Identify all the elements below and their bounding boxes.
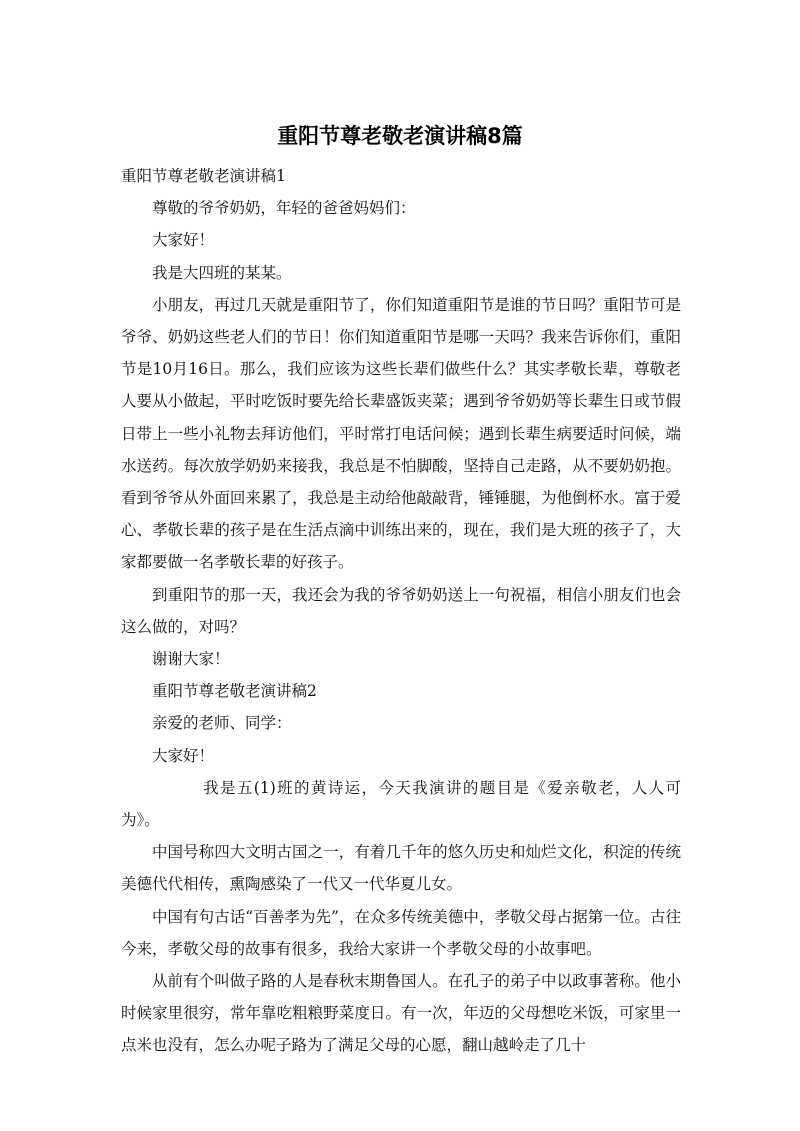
self-introduction: 我是大四班的某某。: [152, 263, 292, 282]
salutation: 尊敬的爷爷奶奶，年轻的爸爸妈妈们：: [152, 199, 416, 218]
greeting: 大家好！: [152, 746, 215, 765]
closing-thanks: 谢谢大家！: [152, 650, 230, 669]
salutation: 亲爱的老师、同学：: [152, 714, 292, 733]
body-paragraph: 小朋友，再过几天就是重阳节了，你们知道重阳节是谁的节日吗？重阳节可是爷爷、奶奶这些老人们的节日！你们知道重阳节是哪一天吗？我来告诉你们，重阳节是10月16日。那么，我们应该为这些长辈们做些什么？其实孝敬长辈，尊敬老人要从小做起，平时吃饭时要先给长辈盛饭夹菜；遇到爷爷奶奶等长辈生日或节假日带上一些小礼物去拜访他们，平时常打电话问候；遇到长辈生病要适时问候，端水送药。每次放学奶奶来接我，我总是不怕脚酸，坚持自己走路，从不要奶奶抱。看到爷爷从外面回来累了，我总是主动给他敲敲背，锤锤腿，为他倒杯水。富于爱心、孝敬长辈的孩子是在生活点滴中训练出来的，现在，我们是大班的孩子了，大家都要做一名孝敬长辈的好孩子。: [121, 295, 681, 572]
section-heading-2: 重阳节尊老敬老演讲稿2: [152, 682, 317, 701]
greeting: 大家好！: [152, 231, 215, 250]
body-paragraph: 到重阳节的那一天，我还会为我的爷爷奶奶送上一句祝福，相信小朋友们也会这么做的，对吗？: [121, 585, 681, 636]
self-introduction: 我是五(1)班的黄诗运，今天我演讲的题目是《爱亲敬老，人人可为》。: [121, 778, 681, 830]
document-title: 重阳节尊老敬老演讲稿8篇: [277, 124, 523, 148]
body-paragraph: 中国有句古话“百善孝为先”，在众多传统美德中，孝敬父母占据第一位。古往今来，孝敬父母的故事有很多，我给大家讲一个孝敬父母的小故事吧。: [121, 907, 681, 958]
document-body: [121, 160, 681, 1062]
body-paragraph: 从前有个叫做子路的人是春秋末期鲁国人。在孔子的弟子中以政事著称。他小时候家里很穷，常年靠吃粗粮野菜度日。有一次，年迈的父母想吃米饭，可家里一点米也没有，怎么办呢子路为了满足父母的心愿，翻山越岭走了几十: [121, 972, 681, 1055]
section-heading-1: 重阳节尊老敬老演讲稿1: [121, 167, 286, 185]
body-paragraph: 中国号称四大文明古国之一，有着几千年的悠久历史和灿烂文化，积淀的传统美德代代相传，熏陶感染了一代又一代华夏儿女。: [121, 843, 681, 894]
